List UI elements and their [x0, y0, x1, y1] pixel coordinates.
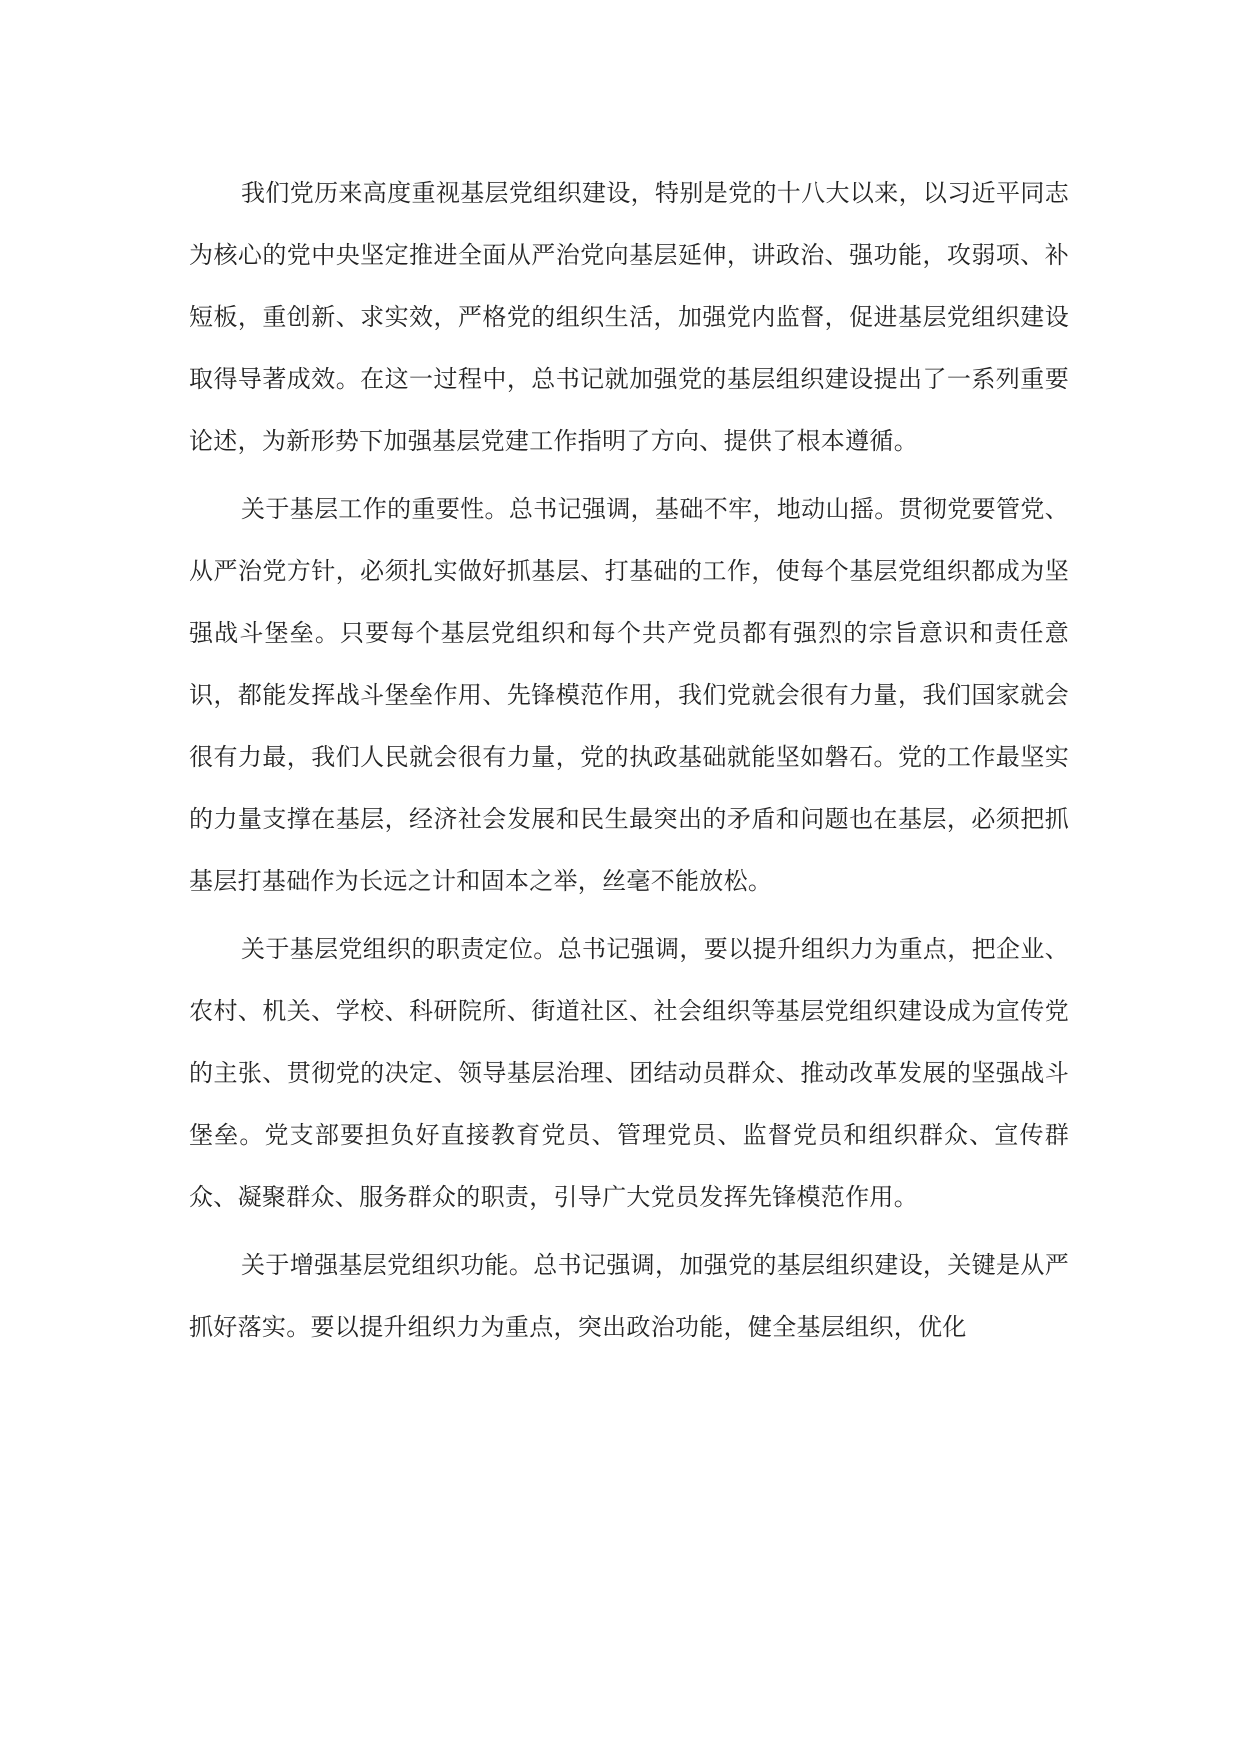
paragraph-grassroots-importance: 关于基层工作的重要性。总书记强调，基础不牢，地动山摇。贯彻党要管党、从严治党方针，必须扎实做好抓基层、打基础的工作，使每个基层党组织都成为坚强战斗堡垒。只要每个基层党组织和每个共产党员都有强烈的宗旨意识和责任意识，都能发挥战斗堡垒作用、先锋模范作用，我们党就会很有力量，我们国家就会很有力最，我们人民就会很有力量，党的执政基础就能坚如磐石。党的工作最坚实的力量支撑在基层，经济社会发展和民生最突出的矛盾和问题也在基层，必须把抓基层打基础作为长远之计和固本之举，丝毫不能放松。 — [189, 495, 1069, 895]
paragraph-intro: 我们党历来高度重视基层党组织建设，特别是党的十八大以来，以习近平同志为核心的党中央坚定推进全面从严治党向基层延伸，讲政治、强功能，攻弱项、补短板，重创新、求实效，严格党的组织生活，加强党内监督，促进基层党组织建设取得导著成效。在这一过程中，总书记就加强党的基层组织建设提出了一系列重要论述，为新形势下加强基层党建工作指明了方向、提供了根本遵循。 — [189, 179, 1069, 455]
document-body — [189, 162, 1069, 1364]
paragraph-strengthen-functions: 关于增强基层党组织功能。总书记强调，加强党的基层组织建设，关键是从严抓好落实。要以提升组织力为重点，突出政治功能，健全基层组织，优化 — [189, 1251, 1069, 1341]
paragraph-responsibilities: 关于基层党组织的职责定位。总书记强调，要以提升组织力为重点，把企业、农村、机关、学校、科研院所、街道社区、社会组织等基层党组织建设成为宣传党的主张、贯彻党的决定、领导基层治理、团结动员群众、推动改革发展的坚强战斗堡垒。党支部要担负好直接教育党员、管理党员、监督党员和组织群众、宣传群众、凝聚群众、服务群众的职责，引导广大党员发挥先锋模范作用。 — [189, 935, 1069, 1211]
